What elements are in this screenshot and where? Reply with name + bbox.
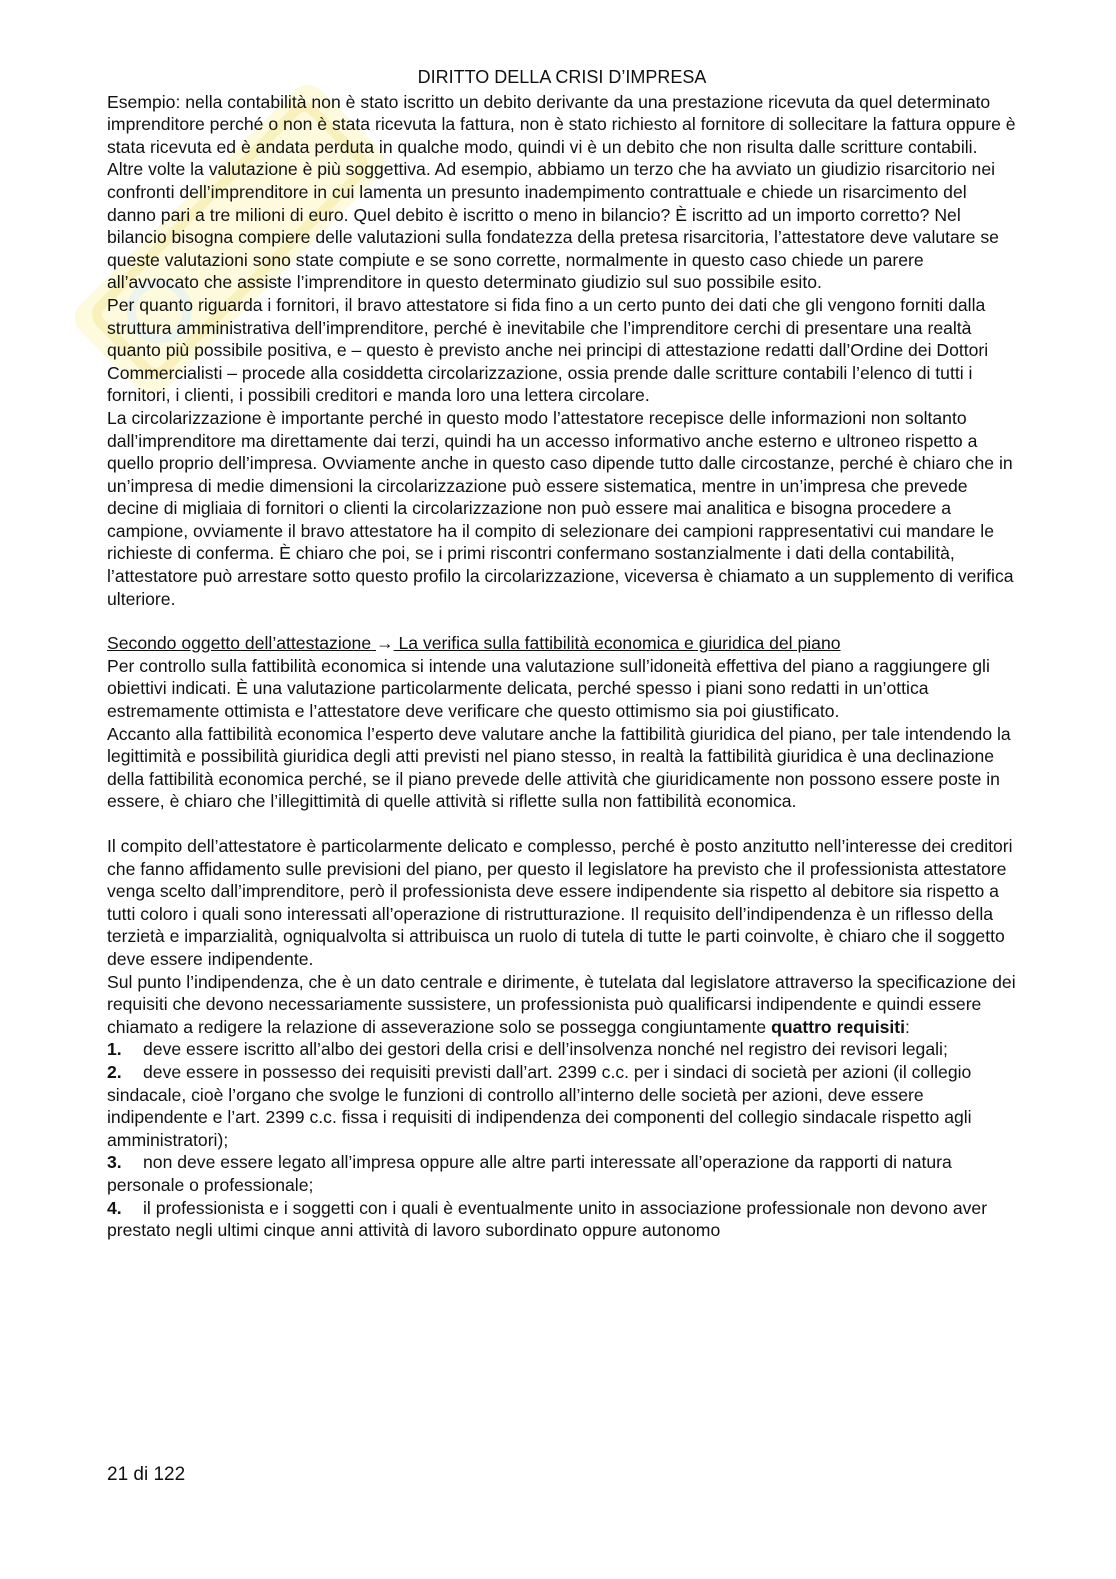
requirements-intro-text: Sul punto l’indipendenza, che è un dato centrale e dirimente, è tutelata dal legislatore attraverso la specificazione dei requisiti che devono necessariamente sussistere, un professionista può qualificarsi indipendente e quindi essere chiamato a redigere la relazione di asseverazione solo se possegga congiuntamente: [107, 971, 1016, 1037]
list-item: [107, 1038, 1017, 1061]
list-text: deve essere in possesso dei requisiti previsti dall’art. 2399 c.c. per i sindaci di società per azioni (il collegio sindacale, cioè l’organo che svolge le funzioni di controllo all’interno delle società per azioni, deve essere indipendente e l’art. 2399 c.c. fissa i requisiti di indipendenza dei componenti del collegio sindacale rispetto agli amministratori);: [107, 1061, 972, 1150]
list-text: il professionista e i soggetti con i quali è eventualmente unito in associazione professionale non devono aver prestato negli ultimi cinque anni attività di lavoro subordinato oppure autonomo: [107, 1197, 988, 1241]
section-heading: [107, 632, 1017, 655]
arrow-right-icon: →: [376, 633, 394, 654]
list-number: 1.: [107, 1039, 122, 1060]
paragraph: Per controllo sulla fattibilità economica si intende una valutazione sull’idoneità effettiva del piano a raggiungere gli obiettivi indicati. È una valutazione particolarmente delicata, perché spesso i piani sono redatti in un’ottica estremamente ottimista e l’attestatore deve verificare che questo ottimismo sia poi giustificato.: [107, 655, 990, 722]
document-title: DIRITTO DELLA CRISI D’IMPRESA: [417, 67, 707, 87]
paragraph: Accanto alla fattibilità economica l’esperto deve valutare anche la fattibilità giuridica del piano, per tale intendendo la legittimità e possibilità giuridica degli atti previsti nel piano stesso, in realtà la fattibilità giuridica è una declinazione della fattibilità economica perché, se il piano prevede delle attività che giuridicamente non possono essere poste in essere, è chiaro che l’illegittimità di quelle attività si riflette sulla non fattibilità economica.: [107, 723, 1011, 812]
paragraph: La circolarizzazione è importante perché in questo modo l’attestatore recepisce delle informazioni non soltanto dall’imprenditore ma direttamente dai terzi, quindi ha un accesso informativo anche esterno e ultroneo rispetto a quello proprio dell’impresa. Ovviamente anche in questo caso dipende tutto dalle circostanze, perché è chiaro che in un’impresa di medie dimensioni la circolarizzazione può essere sistematica, mentre in un’impresa che prevede decine di migliaia di fornitori o clienti la circolarizzazione non può essere mai analitica e bisogna procedere a campione, ovviamente il bravo attestatore ha il compito di selezionare dei campioni rappresentativi cui mandare le richieste di conferma. È chiaro che poi, se i primi riscontri confermano sostanzialmente i dati della contabilità, l’attestatore può arrestare sotto questo profilo la circolarizzazione, viceversa è chiamato a un supplemento di verifica ulteriore.: [107, 407, 1014, 609]
list-item: [107, 1061, 1017, 1151]
list-number: 4.: [107, 1197, 122, 1218]
list-text: deve essere iscritto all’albo dei gestori della crisi e dell’insolvenza nonché nel registro dei revisori legali;: [143, 1039, 948, 1060]
requirements-intro-tail: :: [905, 1016, 910, 1037]
list-text: non deve essere legato all’impresa oppure alle altre parti interessate all’operazione da rapporti di natura personale o professionale;: [107, 1152, 952, 1195]
list-number: 3.: [107, 1152, 122, 1173]
paragraph: Per quanto riguarda i fornitori, il bravo attestatore si fida fino a un certo punto dei dati che gli vengono forniti dalla struttura amministrativa dell’imprenditore, perché è inevitabile che l’imprenditore cerchi di presentare una realtà quanto più possibile positiva, e – questo è previsto anche nei principi di attestazione redatti dall’Ordine dei Dottori Commercialisti – procede alla cosiddetta circolarizzazione, ossia prende dalle scritture contabili l’elenco di tutti i fornitori, i clienti, i possibili creditori e manda loro una lettera circolare.: [107, 294, 989, 406]
requirements-intro: [107, 971, 1017, 1039]
requirements-intro-bold: quattro requisiti: [771, 1016, 906, 1037]
paragraph: Altre volte la valutazione è più soggettiva. Ad esempio, abbiamo un terzo che ha avviato un giudizio risarcitorio nei confronti dell’imprenditore in cui lamenta un presunto inadempimento contrattuale e chiede un risarcimento del danno pari a tre milioni di euro. Quel debito è iscritto o meno in bilancio? È iscritto ad un importo corretto? Nel bilancio bisogna compiere delle valutazioni sulla fondatezza della pretesa risarcitoria, l’attestatore deve valutare se queste valutazioni sono state compiute e se sono corrette, normalmente in questo caso chiede un parere all’avvocato che assiste l’imprenditore in questo determinato giudizio sul suo possibile esito.: [107, 159, 999, 293]
list-item: [107, 1151, 1017, 1196]
section-heading-right: La verifica sulla fattibilità economica e giuridica del piano: [398, 633, 841, 654]
section-heading-left: Secondo oggetto dell’attestazione: [107, 633, 372, 654]
spacer: [107, 813, 1017, 835]
list-number: 2.: [107, 1061, 122, 1082]
spacer: [107, 610, 1017, 632]
page-number: 21 di 122: [107, 1464, 186, 1485]
paragraph: Il compito dell’attestatore è particolarmente delicato e complesso, perché è posto anzitutto nell’interesse dei creditori che fanno affidamento sulle previsioni del piano, per questo il legislatore ha previsto che il professionista attestatore venga scelto dall’imprenditore, però il professionista deve essere indipendente sia rispetto al debitore sia rispetto a tutti coloro i quali sono interessati all’operazione di ristrutturazione. Il requisito dell’indipendenza è un riflesso della terzietà e imparzialità, ogniqualvolta si attribuisca un ruolo di tutela di tutte le parti coinvolte, è chiaro che il soggetto deve essere indipendente.: [107, 836, 1013, 969]
document-page: [107, 66, 1017, 1242]
paragraph: Esempio: nella contabilità non è stato iscritto un debito derivante da una prestazione ricevuta da quel determinato imprenditore perché o non è stata ricevuta la fattura, non è stato richiesto al fornitore di sollecitare la fattura oppure è stata ricevuta ed è andata perduta in qualche modo, quindi vi è un debito che non risulta dalle scritture contabili.: [107, 91, 1016, 157]
list-item: [107, 1197, 1017, 1242]
